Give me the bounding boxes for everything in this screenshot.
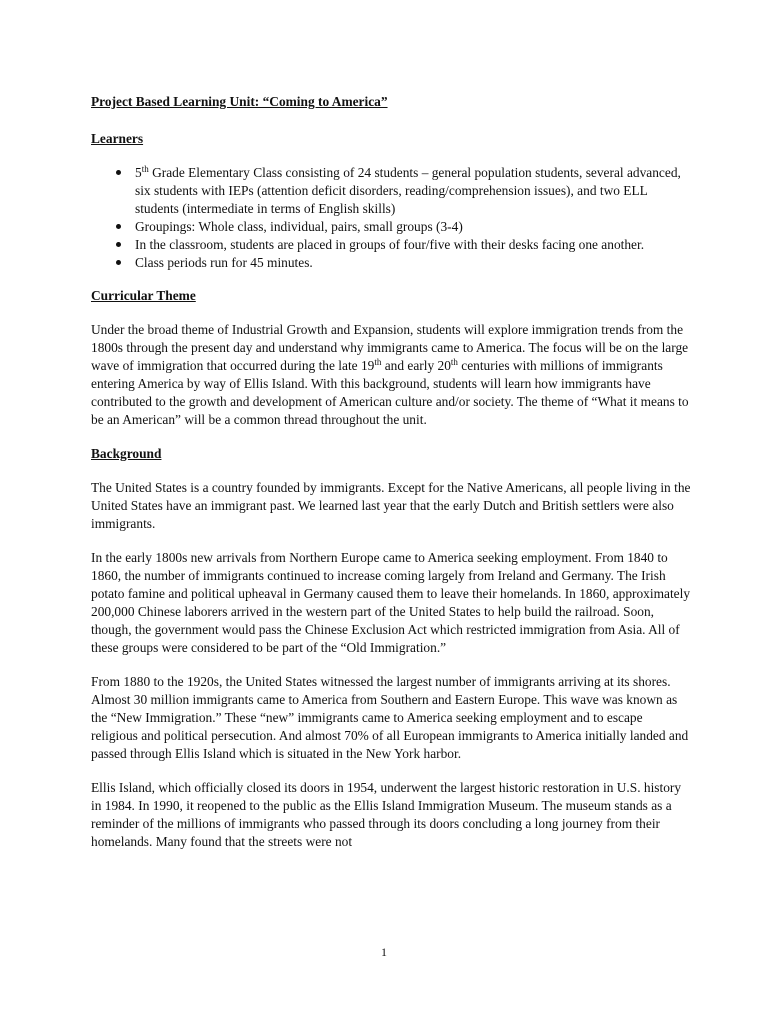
learners-heading: Learners	[91, 131, 144, 146]
learners-item-groupings	[91, 218, 691, 236]
learners-list	[91, 164, 691, 272]
bullet-icon	[116, 224, 121, 229]
curricular-theme-paragraph	[91, 321, 691, 429]
periods-text: Class periods run for 45 minutes.	[135, 255, 313, 270]
learners-item-periods	[91, 254, 691, 272]
background-paragraph-2: In the early 1800s new arrivals from Northern Europe came to America seeking employment. From 1840 to 1860, the number of immigrants continued to increase coming largely from Ireland and Germany. The Irish potato famine and political upheaval in Germany caused them to leave their homelands. In 1860, approximately 200,000 Chinese laborers arrived in the western part of the United States to help build the railroad. Soon, though, the government would pass the Chinese Exclusion Act which restricted immigration from Asia. All of these groups were considered to be part of the “Old Immigration.”	[91, 550, 691, 655]
grade-suffix: th	[141, 164, 149, 174]
grade-number: 5	[135, 165, 142, 180]
classroom-text: In the classroom, students are placed in groups of four/five with their desks facing one another.	[135, 237, 645, 252]
theme-text-part-1: Under the broad theme of Industrial Growth and Expansion, students will explore immigration trends from the 1800s through the present day and understand why immigrants came to America. The focus will be on the large wave of immigration that occurred during the late 19	[91, 322, 689, 373]
learners-item-class	[91, 164, 691, 218]
page-number: 1	[381, 945, 387, 959]
theme-text-part-3: centuries with millions of immigrants entering America by way of Ellis Island. With this background, students will learn how immigrants have contributed to the growth and development of American culture and/or society. The theme of “What it means to be an American” will be a common thread throughout the unit.	[91, 358, 689, 427]
groupings-text: Groupings: Whole class, individual, pairs, small groups (3-4)	[135, 219, 463, 234]
bullet-icon	[116, 242, 121, 247]
background-paragraph-4: Ellis Island, which officially closed its doors in 1954, underwent the largest historic restoration in U.S. history in 1984. In 1990, it reopened to the public as the Ellis Island Immigration Museum. The museum stands as a reminder of the millions of immigrants who passed through its doors concluding a long journey from their homelands. Many found that the streets were not	[91, 780, 682, 849]
curricular-theme-heading: Curricular Theme	[91, 288, 196, 303]
theme-superscript-1: th	[374, 357, 382, 367]
theme-superscript-2: th	[450, 357, 458, 367]
learners-item-classroom	[91, 236, 691, 254]
bullet-icon	[116, 260, 121, 265]
page-content	[91, 93, 691, 867]
class-description: Grade Elementary Class consisting of 24 students – general population students, several advanced, six students with IEPs (attention deficit disorders, reading/comprehension issues), and two ELL students (intermediate in terms of English skills)	[135, 165, 681, 216]
document-title: Project Based Learning Unit: “Coming to America”	[91, 94, 388, 109]
theme-text-part-2: and early 20	[381, 358, 451, 373]
background-heading: Background	[91, 446, 162, 461]
background-paragraph-1: The United States is a country founded by immigrants. Except for the Native Americans, all people living in the United States have an immigrant past. We learned last year that the early Dutch and British settlers were also immigrants.	[91, 480, 691, 531]
background-paragraph-3: From 1880 to the 1920s, the United States witnessed the largest number of immigrants arriving at its shores. Almost 30 million immigrants came to America from Southern and Eastern Europe. This wave was known as the “New Immigration.” These “new” immigrants came to America seeking employment and to escape religious and political persecution. And almost 70% of all European immigrants to America initially landed and passed through Ellis Island which is situated in the New York harbor.	[91, 674, 689, 761]
bullet-icon	[116, 170, 121, 175]
